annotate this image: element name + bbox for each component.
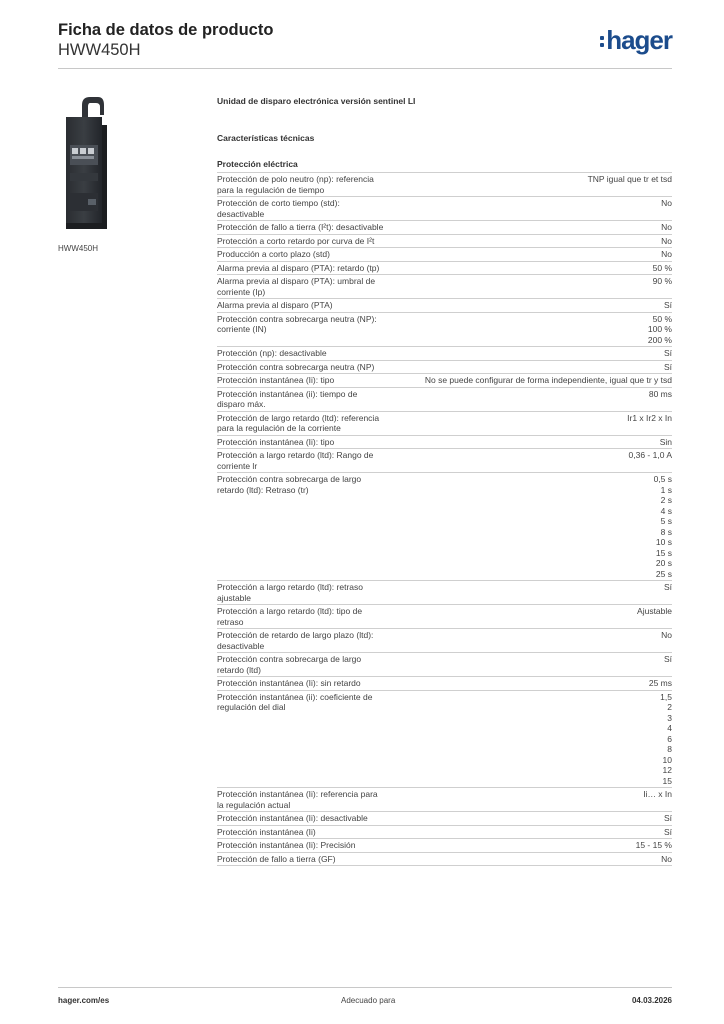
product-image-caption: HWW450H <box>58 244 99 253</box>
spec-row <box>217 629 672 653</box>
spec-value-line: 0,5 s <box>653 474 672 484</box>
spec-value <box>385 450 672 471</box>
spec-value-line: 6 <box>667 733 672 744</box>
spec-value-line: 15 s <box>655 547 672 558</box>
spec-label: Protección instantánea (Ii): tipo <box>217 375 335 385</box>
spec-row <box>217 361 672 375</box>
footer-note: Adecuado para <box>341 996 396 1005</box>
spec-label: Protección a largo retardo (ltd): tipo de retraso <box>217 606 363 627</box>
spec-value-line: Sí <box>663 361 672 372</box>
hager-logo <box>600 26 672 54</box>
logo-text: hager <box>606 25 672 55</box>
spec-value-line: 3 <box>667 712 672 723</box>
spec-label: Protección (np): desactivable <box>217 348 327 358</box>
spec-value-line: No <box>661 198 672 208</box>
spec-value <box>385 276 672 297</box>
spec-row <box>217 262 672 276</box>
spec-label: Protección de fallo a tierra (GF) <box>217 853 336 864</box>
spec-row <box>217 299 672 313</box>
product-name: Unidad de disparo electrónica versión sentinel LI <box>217 96 416 106</box>
spec-label: Alarma previa al disparo (PTA): retardo (tp) <box>217 262 380 273</box>
spec-row <box>217 436 672 450</box>
spec-value <box>385 174 672 195</box>
spec-value <box>385 236 672 247</box>
spec-value <box>385 413 672 434</box>
spec-value-line: Sí <box>663 826 672 837</box>
spec-value <box>385 222 672 233</box>
spec-value <box>385 854 672 865</box>
spec-row <box>217 826 672 840</box>
spec-value-line: TNP igual que tr et tsd <box>587 174 672 184</box>
spec-row <box>217 248 672 262</box>
spec-label: Protección a largo retardo (ltd): retraso ajustable <box>217 582 363 603</box>
spec-value-line: 15 - 15 % <box>635 840 672 850</box>
spec-label: Alarma previa al disparo (PTA): umbral de corriente (Ip) <box>217 276 376 297</box>
spec-value-line: No <box>661 235 672 246</box>
spec-label: Alarma previa al disparo (PTA) <box>217 300 333 310</box>
spec-row <box>217 347 672 361</box>
spec-label: Producción a corto plazo (std) <box>217 249 330 259</box>
spec-value <box>385 654 672 675</box>
spec-value-line: 200 % <box>647 334 672 345</box>
spec-row <box>217 581 672 605</box>
spec-value-line: 8 <box>667 744 672 754</box>
spec-value-line: Sin <box>659 436 672 447</box>
spec-value <box>385 362 672 373</box>
spec-label: Protección instantánea (Ii): tipo <box>217 436 335 447</box>
spec-value <box>385 300 672 311</box>
spec-row <box>217 691 672 789</box>
spec-value-line: 15 <box>662 775 672 786</box>
spec-row <box>217 473 672 581</box>
spec-value <box>385 437 672 448</box>
product-image <box>58 95 188 235</box>
spec-label: Protección de fallo a tierra (I²t): desactivable <box>217 222 384 232</box>
spec-label: Protección de polo neutro (np): referencia para la regulación de tiempo <box>217 174 374 195</box>
spec-label: Protección instantánea (ii): coeficiente de regulación del dial <box>217 691 373 712</box>
spec-value-line: No <box>661 222 672 232</box>
spec-label: Protección a largo retardo (ltd): Rango de corriente lr <box>217 450 374 471</box>
spec-value-line: 8 s <box>660 526 672 537</box>
spec-value-line: 100 % <box>647 324 672 334</box>
spec-row <box>217 221 672 235</box>
spec-label: Protección instantánea (Ii): Precisión <box>217 840 356 850</box>
spec-value-line: No se puede configurar de forma independiente, igual que tr y tsd <box>424 375 672 385</box>
spec-value-line: Sí <box>663 654 672 664</box>
spec-label: Protección instantánea (Ii) <box>217 826 316 837</box>
spec-row <box>217 374 672 388</box>
spec-label: Protección instantánea (Ii): desactivable <box>217 813 368 823</box>
spec-value-line: Sí <box>663 348 672 358</box>
spec-row <box>217 653 672 677</box>
spec-value-line: No <box>661 630 672 640</box>
product-content <box>217 96 672 866</box>
spec-value-line: 4 <box>667 723 672 733</box>
spec-table <box>217 173 672 866</box>
spec-label: Protección contra sobrecarga de largo retardo (ltd) <box>217 654 362 675</box>
spec-row <box>217 388 672 412</box>
spec-row <box>217 839 672 853</box>
spec-value <box>385 606 672 627</box>
spec-label: Protección contra sobrecarga neutra (NP) <box>217 361 375 372</box>
group-heading: Protección eléctrica <box>217 159 672 173</box>
spec-value-line: 10 <box>662 754 672 765</box>
document-title: Ficha de datos de producto <box>58 21 274 39</box>
spec-value <box>385 789 672 810</box>
spec-label: Protección instantánea (Ii): referencia para la regulación actual <box>217 789 378 810</box>
tech-heading: Características técnicas <box>217 133 315 143</box>
spec-label: Protección a corto retardo por curva de I²t <box>217 235 375 246</box>
spec-label: Protección de largo retardo (ltd): referencia para la regulación de la corriente <box>217 412 380 433</box>
spec-row <box>217 677 672 691</box>
footer-divider <box>58 987 672 988</box>
header-divider <box>58 68 672 69</box>
spec-value <box>385 389 672 410</box>
spec-value-line: 2 <box>667 702 672 712</box>
spec-value <box>385 678 672 689</box>
spec-value-line: Sí <box>663 300 672 310</box>
spec-row <box>217 788 672 812</box>
spec-value-line: Ir1 x Ir2 x In <box>627 412 672 423</box>
spec-value-line: 2 s <box>660 495 672 505</box>
spec-value-line: 25 s <box>655 568 672 579</box>
footer-website: hager.com/es <box>58 996 110 1005</box>
spec-value-line: 12 <box>662 765 672 775</box>
footer-date: 04.03.2026 <box>631 996 672 1005</box>
spec-value-line: 4 s <box>660 505 672 516</box>
spec-row <box>217 412 672 436</box>
spec-row <box>217 853 672 867</box>
spec-value-line: 50 % <box>652 313 672 324</box>
spec-row <box>217 812 672 826</box>
page-header <box>58 20 672 68</box>
spec-value-line: 5 s <box>660 516 672 526</box>
spec-value <box>385 474 672 579</box>
spec-row <box>217 197 672 221</box>
logo-dots-icon <box>600 36 604 47</box>
spec-value <box>385 582 672 603</box>
spec-value <box>385 249 672 260</box>
spec-row <box>217 235 672 249</box>
spec-value-line: 90 % <box>652 276 672 286</box>
spec-value-line: 50 % <box>652 262 672 273</box>
spec-value-line: 25 ms <box>648 678 672 688</box>
spec-label: Protección de corto tiempo (std): desactivable <box>217 198 340 219</box>
spec-value <box>385 630 672 651</box>
spec-value-line: Ii… x In <box>643 789 672 799</box>
spec-label: Protección contra sobrecarga neutra (NP): corriente (IN) <box>217 313 377 334</box>
document-subtitle: HWW450H <box>58 41 141 59</box>
spec-value <box>385 198 672 219</box>
spec-value <box>385 348 672 359</box>
spec-value-line: No <box>661 853 672 864</box>
spec-value-line: 1,5 <box>660 691 672 702</box>
spec-value <box>385 375 672 386</box>
spec-label: Protección instantánea (ii): tiempo de disparo máx. <box>217 388 358 409</box>
spec-value <box>385 840 672 851</box>
spec-label: Protección instantánea (Ii): sin retardo <box>217 678 361 688</box>
spec-row <box>217 275 672 299</box>
spec-value-line: 1 s <box>660 484 672 495</box>
spec-value-line: 20 s <box>655 558 672 568</box>
spec-value <box>385 314 672 346</box>
spec-row <box>217 173 672 197</box>
spec-value <box>385 827 672 838</box>
spec-value-line: 0,36 - 1,0 A <box>628 450 672 460</box>
spec-label: Protección contra sobrecarga de largo retardo (ltd): Retraso (tr) <box>217 474 362 495</box>
spec-value-line: 80 ms <box>648 388 672 399</box>
spec-value-line: Ajustable <box>637 606 672 616</box>
spec-row <box>217 449 672 473</box>
spec-value <box>385 813 672 824</box>
spec-value-line: Sí <box>663 582 672 592</box>
spec-value-line: No <box>661 249 672 259</box>
spec-label: Protección de retardo de largo plazo (ltd): desactivable <box>217 630 374 651</box>
spec-value <box>385 263 672 274</box>
spec-value-line: 10 s <box>655 537 672 547</box>
spec-row <box>217 605 672 629</box>
spec-row <box>217 313 672 348</box>
spec-value <box>385 692 672 787</box>
spec-value-line: Sí <box>663 813 672 823</box>
